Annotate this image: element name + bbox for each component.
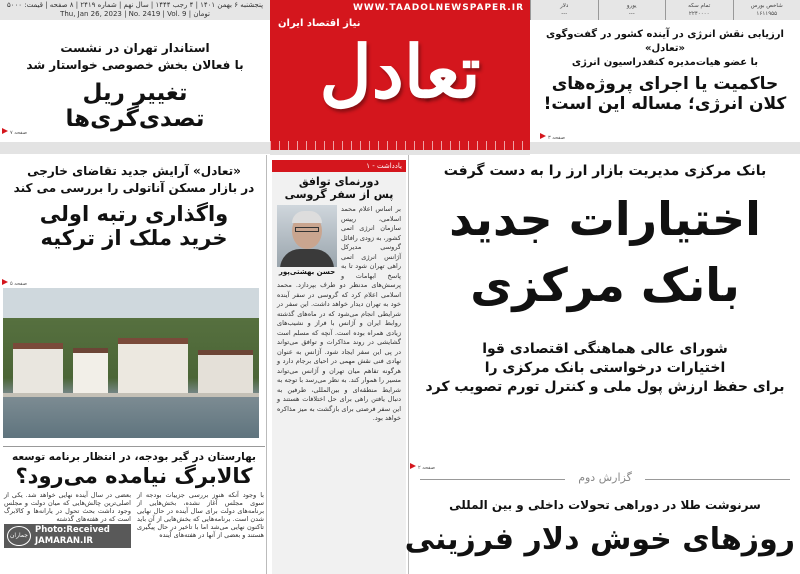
editorial-body: بر اساس اعلام محمد اسلامی، رییس سازمان انرژی اتمی کشور، به زودی رافائل گروسی مدیرکل آژانس انرژی اتمی راهی تهران شود تا به پاسخ ابهامات و پرسش‌های مدنظر دو طرف بپردازد. محمد اسلامی اعلام کرد که گروسی در سفر آینده خود به تهران دیدار خواهد داشت. این سفر در شرایطی انجام می‌شود که در ماه‌های گذشته روابط ایران و آژانس با فراز و نشیب‌های زیادی همراه بوده است. آنچه که مسلم است گشایشی در روند مذاکرات و توافق می‌تواند در پی این سفر ایجاد شود. آژانس به عنوان نهادی فنی نقش مهمی در احیای برجام دارد و هرگونه تفاهم میان تهران و آژانس می‌تواند مسیر را هموار کند. به نظر می‌رسد با توجه به شرایط منطقه‌ای و بین‌المللی، طرفین به دنبال یافتن راهی برای حل اختلافات هستند و این سفر فرصتی برای بازگشت به میز مذاکره خواهد بود. [277,205,401,423]
article-body: بعضی در سال آینده نهایی خواهد شد. یکی از اصلی‌ترین چالش‌هایی که میان دولت و مجلس وجود داشت بحث تحول در یارانه‌ها و کالابرگ است که در هفته‌های گذشته [4,491,131,523]
info-cell: شاخص بورس ۱۶۱۱۹۵۵ [733,0,800,20]
article-columns [4,491,264,548]
kicker: بهارستان در گیر بودجه، در انتظار برنامه توسعه [11,451,256,463]
photo-watermark [4,524,131,548]
headline: حاکمیت یا اجرای پروژه‌های [551,74,779,94]
divider [0,142,270,154]
logo-text: تعادل [319,29,481,114]
top-right-story [534,28,796,114]
kicker: استاندار تهران در نشست [60,41,210,55]
dateline: پنجشنبه ۶ بهمن ۱۴۰۱ | ۴ رجب ۱۴۴۴ | سال نهم | شماره ۲۴۱۹ | ۸ صفحه | قیمت: ۵۰۰۰ تومان | Thu, Jan 26, 2023 | No. 2419 | Vol. 9 [0,0,270,20]
page-ref: صفحه ۵ [2,279,27,287]
main-headline: اختیارات جدید [449,192,761,246]
author-name: حسن بهشتی‌پور [278,268,336,277]
second-report [404,497,795,560]
kicker: با فعالان بخش خصوصی خواستار شد [26,58,244,72]
page-ref: صفحه ۳ [540,133,565,141]
kicker: با عضو هیات‌مدیره کنفدراسیون انرژی [571,57,759,68]
author-photo [277,205,337,267]
left-mid-story [8,163,260,250]
top-left-story [10,40,260,133]
kicker: «تعادل» آرایش جدید تقاضای خارجی [27,164,241,178]
kicker: ارزیابی نقش انرژی در آینده کشور در گفت‌وگوی «تعادل» [546,29,784,54]
subheadline: شورای عالی هماهنگی اقتصادی قوا [482,341,728,357]
subheadline: برای حفظ ارزش پول ملی و کنترل تورم تصویب کرد [425,379,785,395]
kicker: بانک مرکزی مدیریت بازار ارز را به دست گرفت [443,163,767,179]
editorial-label: یادداشت - ۱ [272,160,406,172]
watermark-text: Photo:Received [35,525,110,535]
divider [530,142,800,154]
left-bottom-story [4,450,264,548]
info-cell: یورو --- [598,0,666,20]
editorial-title: دورنمای توافق [298,175,380,188]
main-story [415,163,795,397]
divider [3,446,265,447]
article-column [4,491,131,548]
editorial-column [272,160,406,574]
column-rule [266,155,267,574]
headline: روزهای خوش دلار فرزینی [404,522,795,557]
editorial-title: پس از سفر گروسی [284,187,394,201]
info-cell: دلار --- [530,0,598,20]
headline: تغییر ریل تصدی‌گری‌ها [65,80,205,133]
article-body: با وجود آنکه هنوز بررسی جزییات بودجه از سوی مجلس آغاز نشده، بخش‌هایی از برنامه‌های دولت برای سال آینده در حال نهایی شدن است. برنامه‌هایی که بخش‌هایی از آن باید تاکنون نهایی می‌شد اما با تاخیر در حال پیگیری هستند و بعضی از آنها در هفته‌های آینده [137,491,264,539]
column-rule [408,155,409,574]
page-ref: صفحه ۲ [410,463,435,471]
main-headline: بانک مرکزی [470,258,740,312]
section-label: گزارش دوم [565,471,645,484]
divider [270,150,530,155]
kicker: سرنوشت طلا در دوراهی تحولات داخلی و بین المللی [449,498,761,512]
author-box [277,205,337,277]
market-info-bar [530,0,800,20]
subheadline: اختیارات درخواستی بانک مرکزی را [484,360,726,376]
bosphorus-photo [3,288,259,438]
website-url: WWW.TAADOLNEWSPAPER.IR [352,3,524,13]
jamaran-logo: جماران [7,526,31,546]
page-ref: صفحه ۷ [2,128,27,136]
headline: خرید ملک از ترکیه [40,226,228,251]
headline: کلان انرژی؛ مساله این است! [543,94,787,114]
info-cell: تمام سکه ۲۲۴۰۰۰۰ [665,0,733,20]
headline: واگذاری رتبه اولی [39,202,229,226]
kicker: در بازار مسکن آناتولی را بررسی می کند [13,181,255,195]
slogan: نیاز اقتصاد ایران [278,18,361,29]
watermark-text: JAMARAN.IR [35,536,93,546]
headline: کالابرگ نیامده می‌رود؟ [15,464,253,488]
newspaper-logo [270,0,530,150]
ruler-decoration [270,141,530,150]
